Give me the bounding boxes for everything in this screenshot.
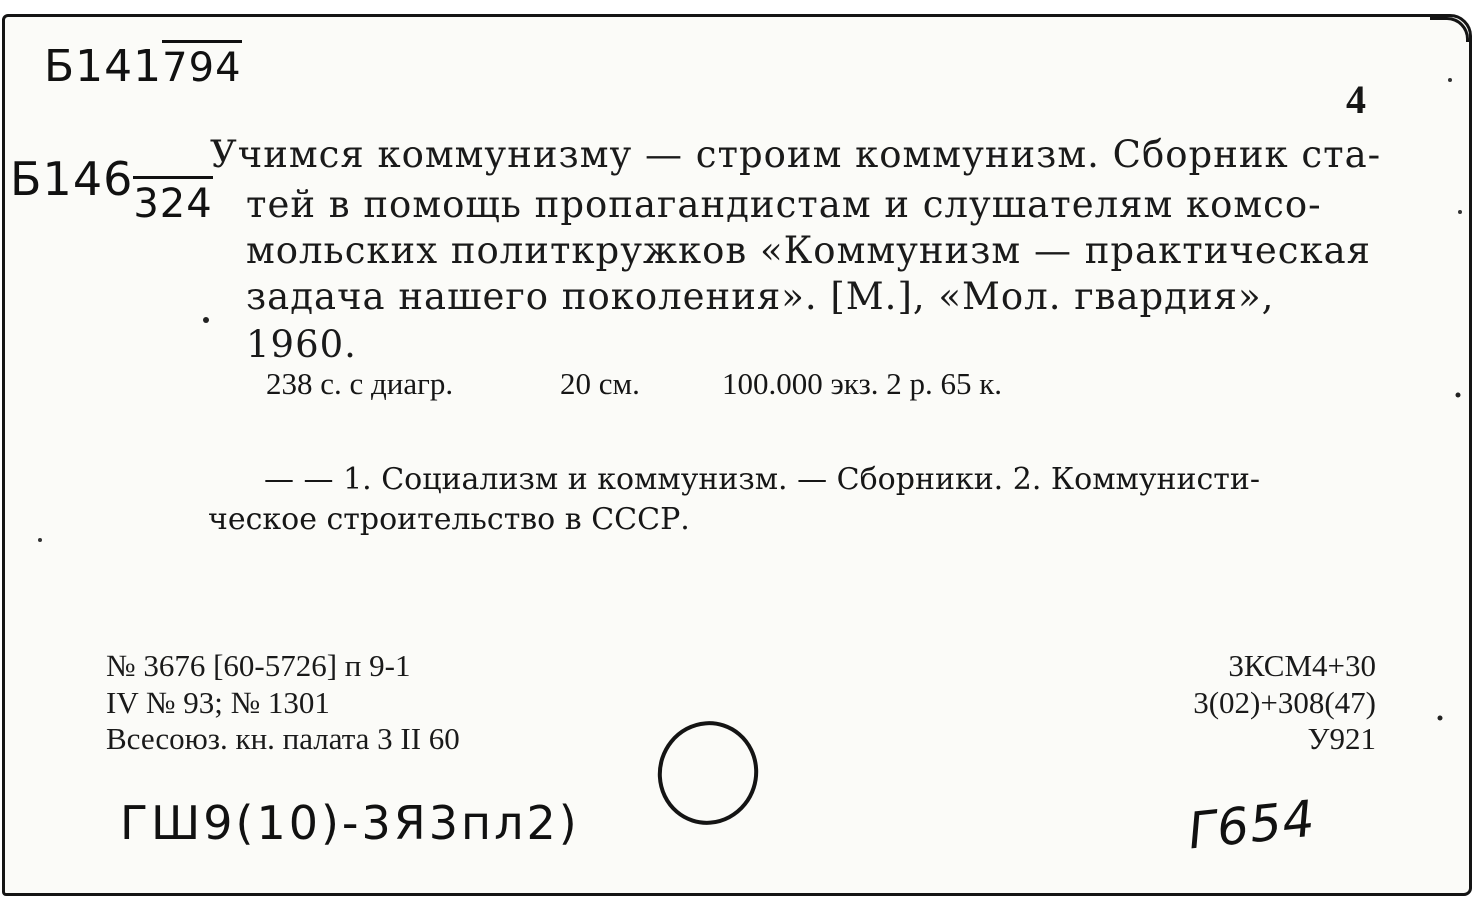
ink-speck [1448,78,1452,82]
ink-speck [203,317,209,323]
call-number-2-suffix: 324 [133,176,212,227]
hand-drawn-circle [647,711,769,836]
print-run-price: 100.000 экз. 2 р. 65 к. [722,366,1003,401]
classification-line: 3(02)+308(47) [1193,684,1376,720]
call-number-1-prefix: Б141 [44,41,163,92]
ink-speck [1458,210,1462,214]
description-line: тей в помощь пропагандистам и слушателям комсо- [246,183,1322,226]
registry-line: IV № 93; № 1301 [106,684,330,720]
registry-line: Всесоюз. кн. палата 3 II 60 [106,721,460,757]
registry-line: № 3676 [60-5726] п 9-1 [106,648,411,683]
pages: 238 с. с диагр. [266,366,454,401]
call-number-2-prefix: Б146 [10,152,134,206]
description-line: Учимся коммунизму — строим коммунизм. Сборник ста- [210,133,1382,176]
classification-line: 3КСМ4+30 [1228,648,1376,683]
ink-speck [1456,393,1461,398]
ink-speck [1438,716,1443,721]
subject-line: ческое строительство в СССР. [208,502,690,537]
subject-line: — — 1. Социализм и коммунизм. — Сборники. 2. Коммунисти- [264,462,1261,497]
description-line: 1960. [246,323,357,366]
classification-line: У921 [1307,721,1376,757]
handwritten-shelf-code: ГШ9(10)-3Я3пл2) [120,796,580,850]
card-number: 4 [1346,77,1366,122]
handwritten-code-right: Г654 [1185,789,1318,861]
call-number-1-suffix: 794 [162,40,241,91]
description-line: задача нашего поколения». [М.], «Мол. гвардия», [246,275,1275,318]
ink-speck [38,538,42,542]
description-line: мольских политкружков «Коммунизм — практическая [246,229,1371,272]
size: 20 см. [560,366,640,401]
